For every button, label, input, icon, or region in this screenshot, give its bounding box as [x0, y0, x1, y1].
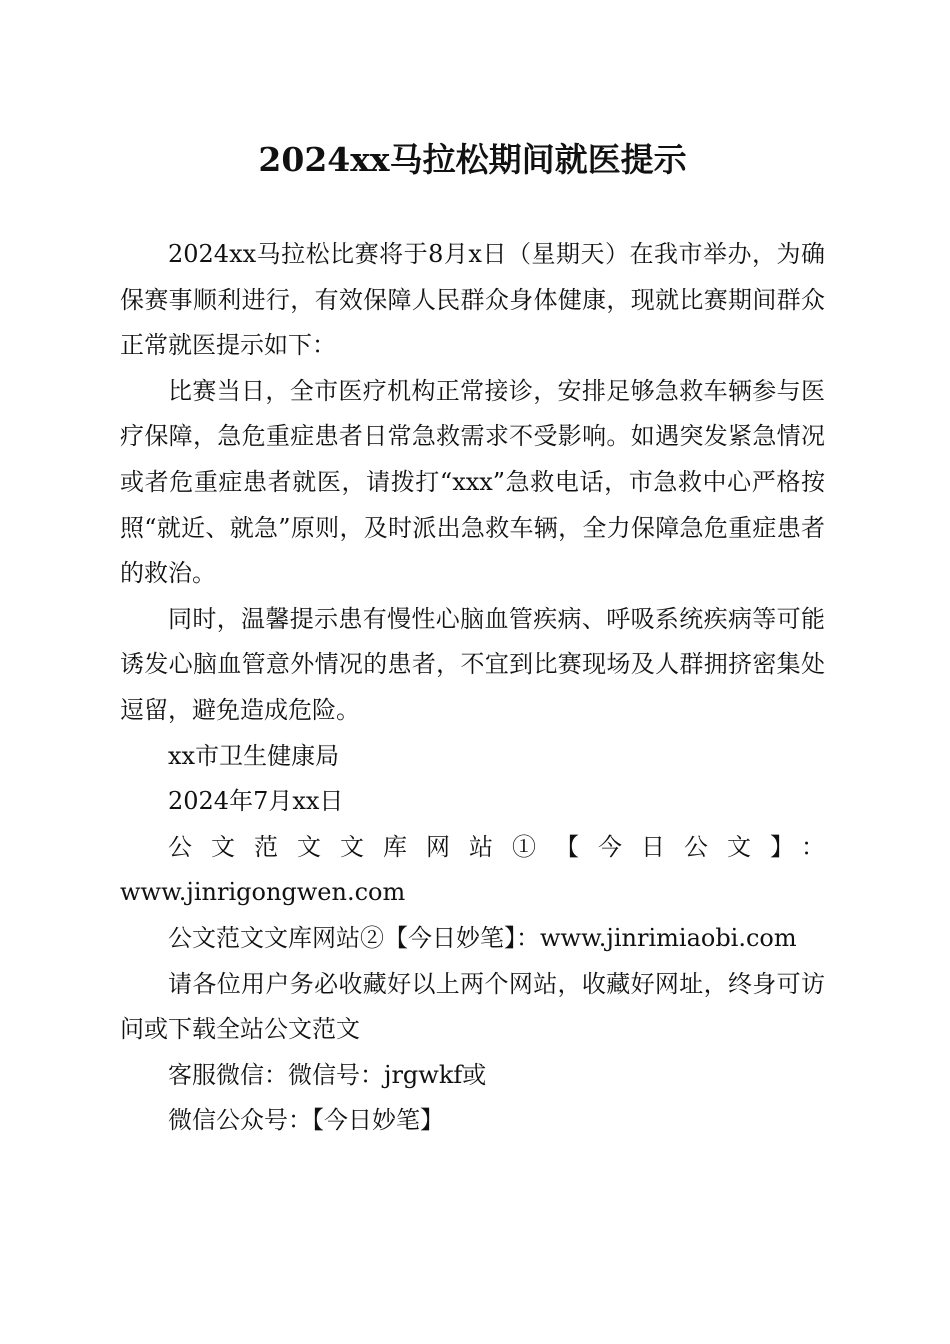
- footer-site1-label: 公文范文文库网站①【今日公文】：: [168, 832, 825, 861]
- footer-site2: 公文范文文库网站②【今日妙笔】：www.jinrimiaobi.com: [168, 923, 797, 952]
- footer-service-wechat: 客服微信：微信号：jrgwkf或: [168, 1060, 487, 1089]
- footer-official-account: 微信公众号：【今日妙笔】: [168, 1106, 444, 1135]
- signature-date: 2024年7月xx日: [168, 787, 344, 816]
- paragraph-intro: 2024xx马拉松比赛将于8月x日（星期天）在我市举办，为确保赛事顺利进行，有效保障人民群众身体健康，现就比赛期间群众正常就医提示如下：: [120, 240, 825, 360]
- document-body: [120, 232, 825, 1144]
- signature-issuer: xx市卫生健康局: [168, 741, 340, 770]
- paragraph-arrangement: 比赛当日，全市医疗机构正常接诊，安排足够急救车辆参与医疗保障，急危重症患者日常急救需求不受影响。如遇突发紧急情况或者危重症患者就医，请拨打“xxx”急救电话，市急救中心严格按照“就近、就急”原则，及时派出急救车辆，全力保障急危重症患者的救治。: [120, 376, 825, 588]
- document-title: 2024xx马拉松期间就医提示: [258, 140, 687, 179]
- paragraph-reminder: 同时，温馨提示患有慢性心脑血管疾病、呼吸系统疾病等可能诱发心脑血管意外情况的患者，不宜到比赛现场及人群拥挤密集处逗留，避免造成危险。: [120, 604, 825, 724]
- footer-notice: 请各位用户务必收藏好以上两个网站，收藏好网址，终身可访问或下载全站公文范文: [120, 969, 825, 1044]
- footer-site1-url: www.jinrigongwen.com: [120, 878, 406, 907]
